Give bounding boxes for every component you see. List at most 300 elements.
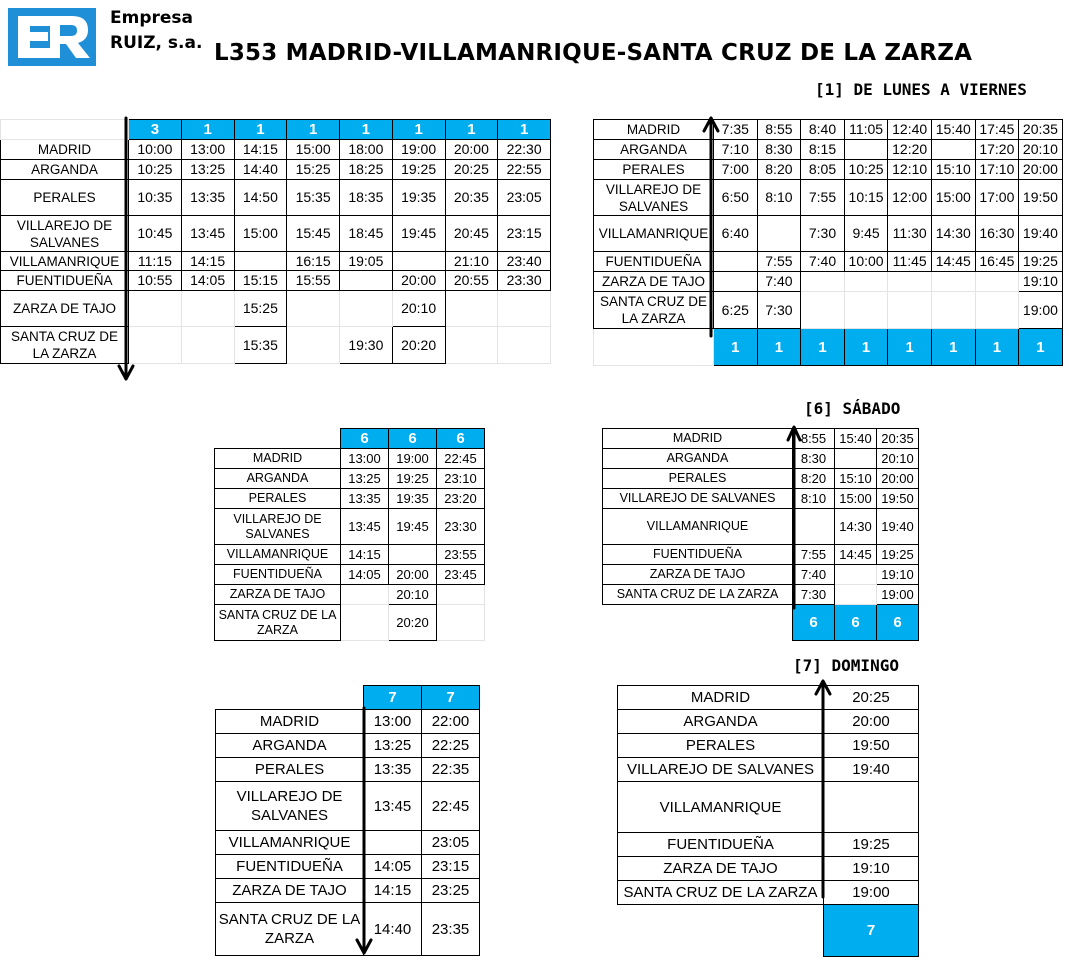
stop-name-cell: ARGANDA — [1, 160, 129, 180]
departure-time-cell: 20:20 — [389, 605, 437, 641]
stop-name-cell: MADRID — [1, 140, 129, 160]
departure-time-cell: 8:30 — [793, 449, 835, 469]
timetable-row — [216, 734, 480, 758]
timetable-row — [216, 831, 480, 855]
departure-time-cell — [844, 140, 888, 160]
departure-time-cell — [129, 327, 182, 364]
service-code-cell: 6 — [793, 605, 835, 641]
departure-time-cell: 16:15 — [287, 252, 340, 271]
departure-time-cell: 14:15 — [364, 879, 422, 903]
departure-time-cell: 20:10 — [877, 449, 919, 469]
departure-time-cell — [757, 216, 801, 252]
departure-time-cell — [445, 291, 498, 327]
timetable-row — [594, 120, 1063, 140]
departure-time-cell: 23:35 — [422, 903, 480, 956]
stop-name-cell: VILLAMANRIQUE — [618, 782, 824, 833]
departure-time-cell: 20:00 — [392, 271, 445, 291]
departure-time-cell: 8:15 — [801, 140, 845, 160]
departure-time-cell: 18:35 — [340, 180, 393, 216]
timetable-row — [215, 585, 485, 605]
departure-time-cell: 12:20 — [888, 140, 932, 160]
departure-time-cell — [888, 292, 932, 329]
departure-time-cell: 20:00 — [389, 565, 437, 585]
departure-time-cell — [437, 605, 485, 641]
company-line-2: RUIZ, s.a. — [110, 33, 203, 53]
timetable-row — [1, 216, 551, 252]
timetable-row — [216, 855, 480, 879]
departure-time-cell: 23:20 — [437, 489, 485, 509]
departure-time-cell — [975, 292, 1019, 329]
departure-time-cell: 14:45 — [835, 545, 877, 565]
departure-time-cell: 7:30 — [801, 216, 845, 252]
departure-time-cell: 8:20 — [757, 160, 801, 180]
service-code-cell: 1 — [287, 120, 340, 140]
departure-time-cell: 15:35 — [234, 327, 287, 364]
timetable-row — [618, 857, 919, 881]
departure-time-cell: 13:00 — [364, 710, 422, 734]
departure-time-cell: 17:20 — [975, 140, 1019, 160]
departure-time-cell: 19:50 — [824, 734, 919, 758]
service-code-row — [603, 605, 919, 641]
header-spacer — [216, 686, 364, 710]
header-spacer — [594, 329, 714, 366]
stop-name-cell: VILLAREJO DE SALVANES — [1, 216, 129, 252]
departure-time-cell: 19:00 — [877, 585, 919, 605]
departure-time-cell: 18:25 — [340, 160, 393, 180]
weekday-inbound-table — [593, 119, 1063, 366]
departure-time-cell: 8:30 — [757, 140, 801, 160]
stop-name-cell: FUENTIDUEÑA — [1, 271, 129, 291]
stop-name-cell: PERALES — [618, 734, 824, 758]
departure-time-cell: 11:15 — [129, 252, 182, 271]
departure-time-cell: 19:40 — [824, 758, 919, 782]
departure-time-cell: 14:05 — [341, 565, 389, 585]
departure-time-cell — [714, 272, 758, 292]
stop-name-cell: ARGANDA — [594, 140, 714, 160]
service-code-cell: 7 — [364, 686, 422, 710]
departure-time-cell: 23:05 — [422, 831, 480, 855]
departure-time-cell: 13:45 — [181, 216, 234, 252]
departure-time-cell — [234, 252, 287, 271]
timetable-row — [618, 686, 919, 710]
departure-time-cell: 14:15 — [181, 252, 234, 271]
timetable-row — [603, 449, 919, 469]
departure-time-cell: 8:05 — [801, 160, 845, 180]
service-code-cell: 7 — [824, 905, 919, 957]
departure-time-cell: 20:00 — [1019, 160, 1063, 180]
timetable-row — [603, 469, 919, 489]
departure-time-cell — [714, 252, 758, 272]
departure-time-cell — [835, 585, 877, 605]
departure-time-cell: 13:35 — [341, 489, 389, 509]
departure-time-cell: 23:25 — [422, 879, 480, 903]
departure-time-cell: 20:55 — [445, 271, 498, 291]
timetable-row — [1, 180, 551, 216]
departure-time-cell: 14:50 — [234, 180, 287, 216]
departure-time-cell — [931, 272, 975, 292]
timetable-row — [594, 160, 1063, 180]
stop-name-cell: FUENTIDUEÑA — [618, 833, 824, 857]
departure-time-cell: 12:10 — [888, 160, 932, 180]
departure-time-cell: 7:55 — [757, 252, 801, 272]
departure-time-cell: 7:55 — [801, 180, 845, 216]
departure-time-cell: 13:00 — [341, 449, 389, 469]
departure-time-cell: 15:00 — [835, 489, 877, 509]
departure-time-cell: 19:00 — [1019, 292, 1063, 329]
departure-time-cell: 10:00 — [129, 140, 182, 160]
timetable-row — [594, 180, 1063, 216]
service-code-cell: 6 — [437, 429, 485, 449]
departure-time-cell: 7:00 — [714, 160, 758, 180]
saturday-outbound-table — [214, 428, 485, 641]
stop-name-cell: PERALES — [1, 180, 129, 216]
stop-name-cell: FUENTIDUEÑA — [594, 252, 714, 272]
departure-time-cell: 19:25 — [389, 469, 437, 489]
stop-name-cell: ZARZA DE TAJO — [1, 291, 129, 327]
departure-time-cell: 15:10 — [931, 160, 975, 180]
departure-time-cell: 23:55 — [437, 545, 485, 565]
timetable-row — [618, 881, 919, 905]
stop-name-cell: MADRID — [618, 686, 824, 710]
departure-time-cell: 15:10 — [835, 469, 877, 489]
departure-time-cell: 13:00 — [181, 140, 234, 160]
departure-time-cell: 15:45 — [287, 216, 340, 252]
timetable-row — [618, 710, 919, 734]
departure-time-cell: 20:10 — [392, 291, 445, 327]
departure-time-cell: 15:15 — [234, 271, 287, 291]
timetable-row — [215, 545, 485, 565]
departure-time-cell: 20:10 — [389, 585, 437, 605]
departure-time-cell — [888, 272, 932, 292]
timetable-row — [216, 903, 480, 956]
stop-name-cell: SANTA CRUZ DE LA ZARZA — [603, 585, 793, 605]
departure-time-cell: 12:00 — [888, 180, 932, 216]
departure-time-cell — [181, 327, 234, 364]
stop-name-cell: ZARZA DE TAJO — [594, 272, 714, 292]
departure-time-cell — [129, 291, 182, 327]
departure-time-cell: 19:10 — [824, 857, 919, 881]
departure-time-cell: 20:00 — [445, 140, 498, 160]
departure-time-cell: 23:45 — [437, 565, 485, 585]
service-code-cell: 1 — [931, 329, 975, 366]
stop-name-cell: VILLAREJO DE SALVANES — [215, 509, 341, 545]
timetable-row — [1, 252, 551, 271]
departure-time-cell: 14:05 — [181, 271, 234, 291]
departure-time-cell: 17:10 — [975, 160, 1019, 180]
departure-time-cell: 19:10 — [877, 565, 919, 585]
stop-name-cell: SANTA CRUZ DE LA ZARZA — [618, 881, 824, 905]
departure-time-cell — [287, 291, 340, 327]
departure-time-cell: 23:30 — [437, 509, 485, 545]
departure-time-cell: 13:45 — [364, 782, 422, 831]
departure-time-cell: 20:20 — [392, 327, 445, 364]
stop-name-cell: MADRID — [215, 449, 341, 469]
departure-time-cell: 10:35 — [129, 180, 182, 216]
weekday-outbound-table — [0, 119, 551, 364]
departure-time-cell: 8:10 — [757, 180, 801, 216]
timetable-row — [215, 605, 485, 641]
departure-time-cell: 10:45 — [129, 216, 182, 252]
departure-time-cell: 19:45 — [389, 509, 437, 545]
departure-time-cell: 19:10 — [1019, 272, 1063, 292]
departure-time-cell — [181, 291, 234, 327]
departure-time-cell: 19:50 — [877, 489, 919, 509]
departure-time-cell — [341, 585, 389, 605]
stop-name-cell: MADRID — [594, 120, 714, 140]
departure-time-cell: 23:40 — [498, 252, 551, 271]
timetable-row — [215, 509, 485, 545]
departure-time-cell: 19:45 — [392, 216, 445, 252]
timetable-row — [216, 710, 480, 734]
departure-time-cell: 14:40 — [234, 160, 287, 180]
timetable-row — [215, 489, 485, 509]
departure-time-cell: 7:55 — [793, 545, 835, 565]
timetable-row — [594, 272, 1063, 292]
service-code-row — [215, 429, 485, 449]
service-code-cell: 7 — [422, 686, 480, 710]
departure-time-cell: 17:45 — [975, 120, 1019, 140]
stop-name-cell: SANTA CRUZ DE LA ZARZA — [1, 327, 129, 364]
departure-time-cell: 20:45 — [445, 216, 498, 252]
timetable-row — [215, 469, 485, 489]
departure-time-cell: 15:00 — [931, 180, 975, 216]
departure-time-cell — [835, 449, 877, 469]
departure-time-cell — [389, 545, 437, 565]
stop-name-cell: FUENTIDUEÑA — [603, 545, 793, 565]
timetable-row — [618, 734, 919, 758]
departure-time-cell: 19:40 — [1019, 216, 1063, 252]
departure-time-cell: 14:40 — [364, 903, 422, 956]
company-logo — [8, 8, 96, 66]
service-code-cell: 1 — [801, 329, 845, 366]
departure-time-cell: 10:00 — [844, 252, 888, 272]
company-name — [110, 6, 202, 56]
service-code-row — [1, 120, 551, 140]
departure-time-cell: 15:00 — [234, 216, 287, 252]
departure-time-cell: 17:00 — [975, 180, 1019, 216]
section-label-weekdays: [1] DE LUNES A VIERNES — [815, 80, 1027, 99]
departure-time-cell — [975, 272, 1019, 292]
departure-time-cell: 11:30 — [888, 216, 932, 252]
departure-time-cell: 19:00 — [392, 140, 445, 160]
departure-time-cell: 13:25 — [341, 469, 389, 489]
departure-time-cell: 14:15 — [341, 545, 389, 565]
departure-time-cell — [801, 292, 845, 329]
timetable-row — [618, 833, 919, 857]
departure-time-cell: 22:00 — [422, 710, 480, 734]
departure-time-cell — [498, 327, 551, 364]
timetable-row — [215, 565, 485, 585]
stop-name-cell: PERALES — [215, 489, 341, 509]
departure-time-cell: 20:25 — [824, 686, 919, 710]
stop-name-cell: VILLAMANRIQUE — [594, 216, 714, 252]
service-code-cell: 1 — [844, 329, 888, 366]
departure-time-cell: 7:35 — [714, 120, 758, 140]
departure-time-cell: 15:00 — [287, 140, 340, 160]
service-code-cell: 3 — [129, 120, 182, 140]
service-code-cell: 1 — [340, 120, 393, 140]
page-title: L353 MADRID-VILLAMANRIQUE-SANTA CRUZ DE LA ZARZA — [214, 40, 973, 66]
departure-time-cell — [364, 831, 422, 855]
departure-time-cell: 7:40 — [757, 272, 801, 292]
departure-time-cell: 19:00 — [389, 449, 437, 469]
departure-time-cell — [835, 565, 877, 585]
service-code-cell: 1 — [445, 120, 498, 140]
er-logo-icon — [8, 8, 96, 66]
timetable-row — [594, 252, 1063, 272]
service-code-cell: 1 — [888, 329, 932, 366]
departure-time-cell: 22:55 — [498, 160, 551, 180]
departure-time-cell: 21:10 — [445, 252, 498, 271]
saturday-inbound-table — [602, 428, 919, 641]
stop-name-cell: MADRID — [603, 429, 793, 449]
departure-time-cell — [844, 292, 888, 329]
departure-time-cell — [392, 252, 445, 271]
departure-time-cell: 13:35 — [181, 180, 234, 216]
departure-time-cell: 20:00 — [824, 710, 919, 734]
departure-time-cell: 23:30 — [498, 271, 551, 291]
departure-time-cell: 7:30 — [793, 585, 835, 605]
departure-time-cell — [287, 327, 340, 364]
timetable-row — [603, 509, 919, 545]
departure-time-cell: 19:30 — [340, 327, 393, 364]
departure-time-cell: 8:55 — [757, 120, 801, 140]
departure-time-cell: 20:25 — [445, 160, 498, 180]
stop-name-cell: ARGANDA — [215, 469, 341, 489]
departure-time-cell: 14:45 — [931, 252, 975, 272]
departure-time-cell: 16:45 — [975, 252, 1019, 272]
timetable-row — [594, 216, 1063, 252]
stop-name-cell: ARGANDA — [618, 710, 824, 734]
stop-name-cell: SANTA CRUZ DE LA ZARZA — [215, 605, 341, 641]
service-code-cell: 1 — [234, 120, 287, 140]
service-code-cell: 6 — [341, 429, 389, 449]
departure-time-cell: 16:30 — [975, 216, 1019, 252]
departure-time-cell: 14:30 — [835, 509, 877, 545]
timetable-row — [603, 489, 919, 509]
departure-time-cell: 20:00 — [877, 469, 919, 489]
section-label-sunday: [7] DOMINGO — [793, 656, 899, 675]
timetable-row — [216, 879, 480, 903]
departure-time-cell: 13:25 — [181, 160, 234, 180]
departure-time-cell: 20:10 — [1019, 140, 1063, 160]
departure-time-cell: 7:10 — [714, 140, 758, 160]
service-code-cell: 1 — [1019, 329, 1063, 366]
departure-time-cell: 19:25 — [392, 160, 445, 180]
section-label-saturday: [6] SÁBADO — [804, 399, 901, 418]
stop-name-cell: VILLAREJO DE SALVANES — [603, 489, 793, 509]
timetable-row — [1, 291, 551, 327]
timetable-row — [603, 429, 919, 449]
departure-time-cell: 20:35 — [445, 180, 498, 216]
header-spacer — [1, 120, 129, 140]
departure-time-cell: 22:35 — [422, 758, 480, 782]
departure-time-cell: 19:40 — [877, 509, 919, 545]
timetable-row — [618, 782, 919, 833]
stop-name-cell: FUENTIDUEÑA — [215, 565, 341, 585]
departure-time-cell: 7:40 — [801, 252, 845, 272]
departure-time-cell — [824, 782, 919, 833]
departure-time-cell: 22:25 — [422, 734, 480, 758]
departure-time-cell: 8:20 — [793, 469, 835, 489]
departure-time-cell: 6:25 — [714, 292, 758, 329]
timetable-row — [216, 782, 480, 831]
departure-time-cell: 10:25 — [844, 160, 888, 180]
service-code-row — [618, 905, 919, 957]
stop-name-cell: VILLAMANRIQUE — [215, 545, 341, 565]
departure-time-cell: 23:10 — [437, 469, 485, 489]
service-code-row — [594, 329, 1063, 366]
timetable-row — [594, 292, 1063, 329]
departure-time-cell — [931, 292, 975, 329]
departure-time-cell: 13:35 — [364, 758, 422, 782]
timetable-row — [594, 140, 1063, 160]
service-code-cell: 6 — [835, 605, 877, 641]
service-code-cell: 1 — [498, 120, 551, 140]
stop-name-cell: VILLAREJO DE SALVANES — [594, 180, 714, 216]
stop-name-cell: VILLAMANRIQUE — [1, 252, 129, 271]
stop-name-cell: PERALES — [603, 469, 793, 489]
stop-name-cell: ZARZA DE TAJO — [215, 585, 341, 605]
departure-time-cell — [341, 605, 389, 641]
departure-time-cell: 13:25 — [364, 734, 422, 758]
departure-time-cell: 22:30 — [498, 140, 551, 160]
departure-time-cell: 7:30 — [757, 292, 801, 329]
stop-name-cell: VILLAMANRIQUE — [216, 831, 364, 855]
departure-time-cell: 19:50 — [1019, 180, 1063, 216]
departure-time-cell: 8:55 — [793, 429, 835, 449]
departure-time-cell: 11:05 — [844, 120, 888, 140]
header-spacer — [618, 905, 824, 957]
departure-time-cell: 22:45 — [437, 449, 485, 469]
departure-time-cell: 12:40 — [888, 120, 932, 140]
departure-time-cell: 10:15 — [844, 180, 888, 216]
stop-name-cell: PERALES — [594, 160, 714, 180]
departure-time-cell: 6:50 — [714, 180, 758, 216]
timetable-row — [216, 758, 480, 782]
departure-time-cell: 23:15 — [498, 216, 551, 252]
departure-time-cell — [498, 291, 551, 327]
service-code-cell: 1 — [392, 120, 445, 140]
stop-name-cell: VILLAREJO DE SALVANES — [216, 782, 364, 831]
stop-name-cell: VILLAREJO DE SALVANES — [618, 758, 824, 782]
service-code-cell: 6 — [389, 429, 437, 449]
departure-time-cell: 23:15 — [422, 855, 480, 879]
service-code-row — [216, 686, 480, 710]
company-line-1: Empresa — [110, 8, 193, 28]
stop-name-cell: SANTA CRUZ DE LA ZARZA — [594, 292, 714, 329]
departure-time-cell: 13:45 — [341, 509, 389, 545]
timetable-row — [1, 327, 551, 364]
timetable-row — [1, 271, 551, 291]
stop-name-cell: FUENTIDUEÑA — [216, 855, 364, 879]
departure-time-cell — [793, 509, 835, 545]
departure-time-cell: 15:55 — [287, 271, 340, 291]
departure-time-cell: 20:35 — [877, 429, 919, 449]
header-spacer — [603, 605, 793, 641]
timetable-row — [1, 160, 551, 180]
departure-time-cell: 11:45 — [888, 252, 932, 272]
departure-time-cell: 15:40 — [835, 429, 877, 449]
service-code-cell: 1 — [975, 329, 1019, 366]
departure-time-cell: 9:45 — [844, 216, 888, 252]
departure-time-cell: 22:45 — [422, 782, 480, 831]
departure-time-cell: 14:15 — [234, 140, 287, 160]
departure-time-cell: 19:25 — [1019, 252, 1063, 272]
departure-time-cell: 19:35 — [392, 180, 445, 216]
stop-name-cell: ZARZA DE TAJO — [216, 879, 364, 903]
timetable-row — [603, 545, 919, 565]
